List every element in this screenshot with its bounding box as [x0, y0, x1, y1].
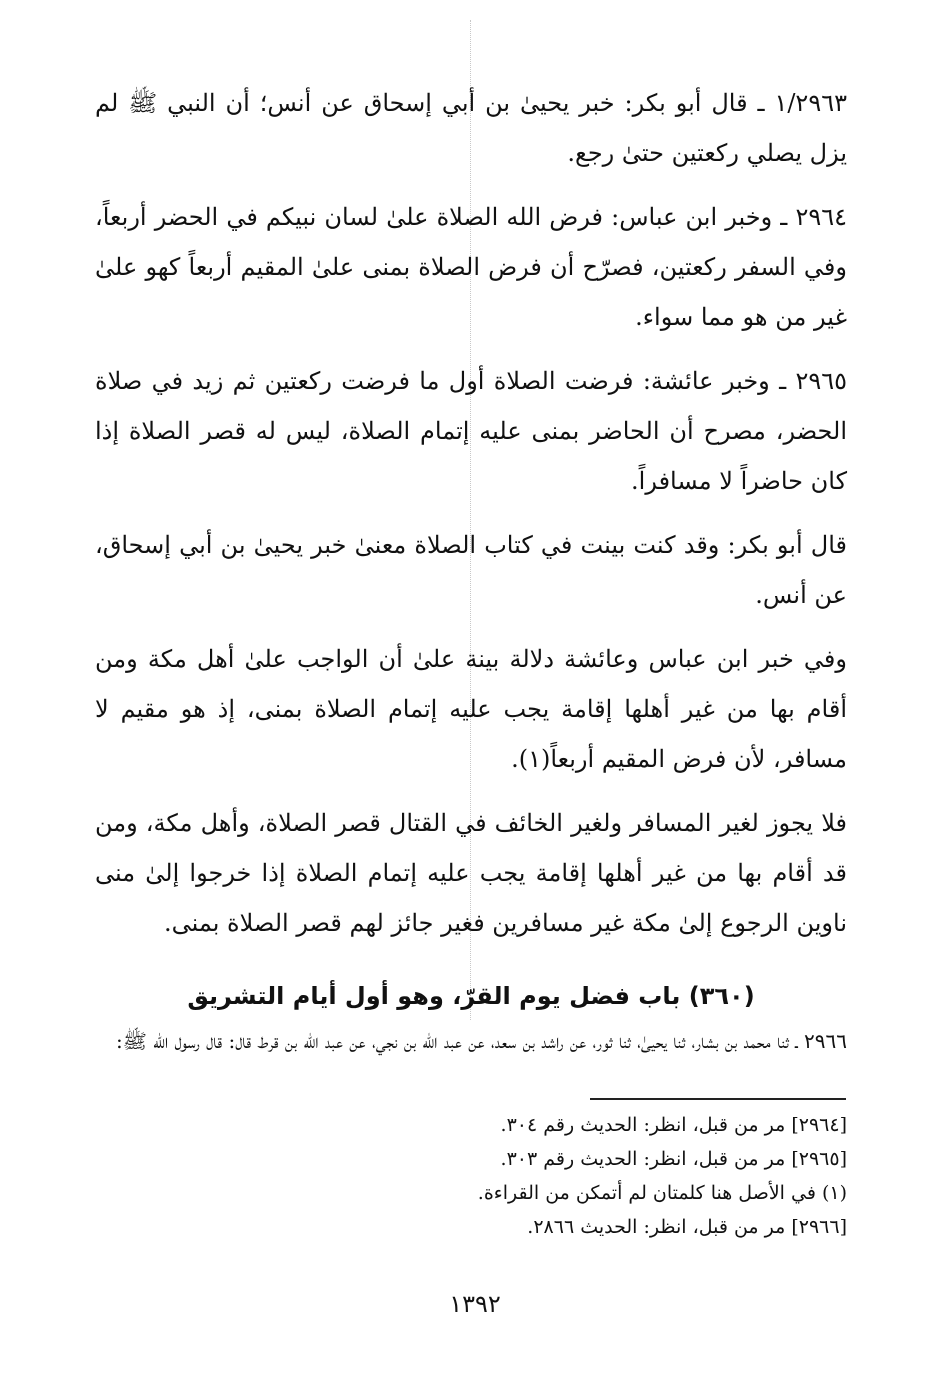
main-text [95, 78, 847, 1060]
footnote-divider [590, 1098, 846, 1100]
footnote-2965: [٢٩٦٥] مر من قبل، انظر: الحديث رقم ٣٠٣. [500, 1148, 847, 1170]
paragraph-abu-bakr: قال أبو بكر: وقد كنت بينت في كتاب الصلاة معنىٰ خبر يحيىٰ بن أبي إسحاق، عن أنس. [95, 531, 847, 609]
page-number: ١٣٩٢ [449, 1290, 501, 1318]
footnotes [95, 1108, 847, 1244]
chapter-heading: (٣٦٠) باب فضل يوم القرّ، وهو أول أيام التشريق [187, 982, 755, 1010]
paragraph-2966: ٢٩٦٦ ـ ثنا محمد بن بشار، ثنا يحيىٰ، ثنا ثور، عن راشد بن سعد، عن عبد الله بن نجي، عن عبد الله بن قرط قال: قال رسول الله ﷺ: [115, 1029, 847, 1053]
paragraph-2965: ٢٩٦٥ ـ وخبر عائشة: فرضت الصلاة أول ما فرضت ركعتين ثم زيد في صلاة الحضر، مصرح أن الحاضر بمنى عليه إتمام الصلاة، ليس له قصر الصلاة إذا كان حاضراً لا مسافراً. [95, 367, 848, 495]
paragraph-2963: ١/٢٩٦٣ ـ قال أبو بكر: خبر يحيىٰ بن أبي إسحاق عن أنس؛ أن النبي ﷺ لم يزل يصلي ركعتين حتىٰ رجع. [95, 89, 847, 167]
paragraph-conclusion: فلا يجوز لغير المسافر ولغير الخائف في القتال قصر الصلاة، وأهل مكة، ومن قد أقام بها من غير أهلها إقامة يجب عليه إتمام الصلاة إذا خرجوا إلىٰ منى ناوين الرجوع إلىٰ مكة غير مسافرين فغير جائز لهم قصر الصلاة بمنى. [95, 809, 847, 937]
footnote-2966: [٢٩٦٦] مر من قبل، انظر: الحديث ٢٨٦٦. [527, 1216, 847, 1238]
paragraph-2964: ٢٩٦٤ ـ وخبر ابن عباس: فرض الله الصلاة علىٰ لسان نبيكم في الحضر أربعاً، وفي السفر ركعتين، فصرّح أن فرض الصلاة بمنى علىٰ المقيم أربعاً كهو علىٰ غير من هو مما سواء. [95, 203, 847, 331]
paragraph-ibn-abbas-aisha: وفي خبر ابن عباس وعائشة دلالة بينة علىٰ أن الواجب علىٰ أهل مكة ومن أقام بها من غير أهلها إقامة يجب عليه إتمام الصلاة بمنى، إذ هو مقيم لا مسافر، لأن فرض المقيم أربعاً(١). [95, 645, 847, 773]
footnote-2964: [٢٩٦٤] مر من قبل، انظر: الحديث رقم ٣٠٤. [500, 1114, 847, 1136]
footnote-1: (١) في الأصل هنا كلمتان لم أتمكن من القراءة. [477, 1182, 847, 1204]
